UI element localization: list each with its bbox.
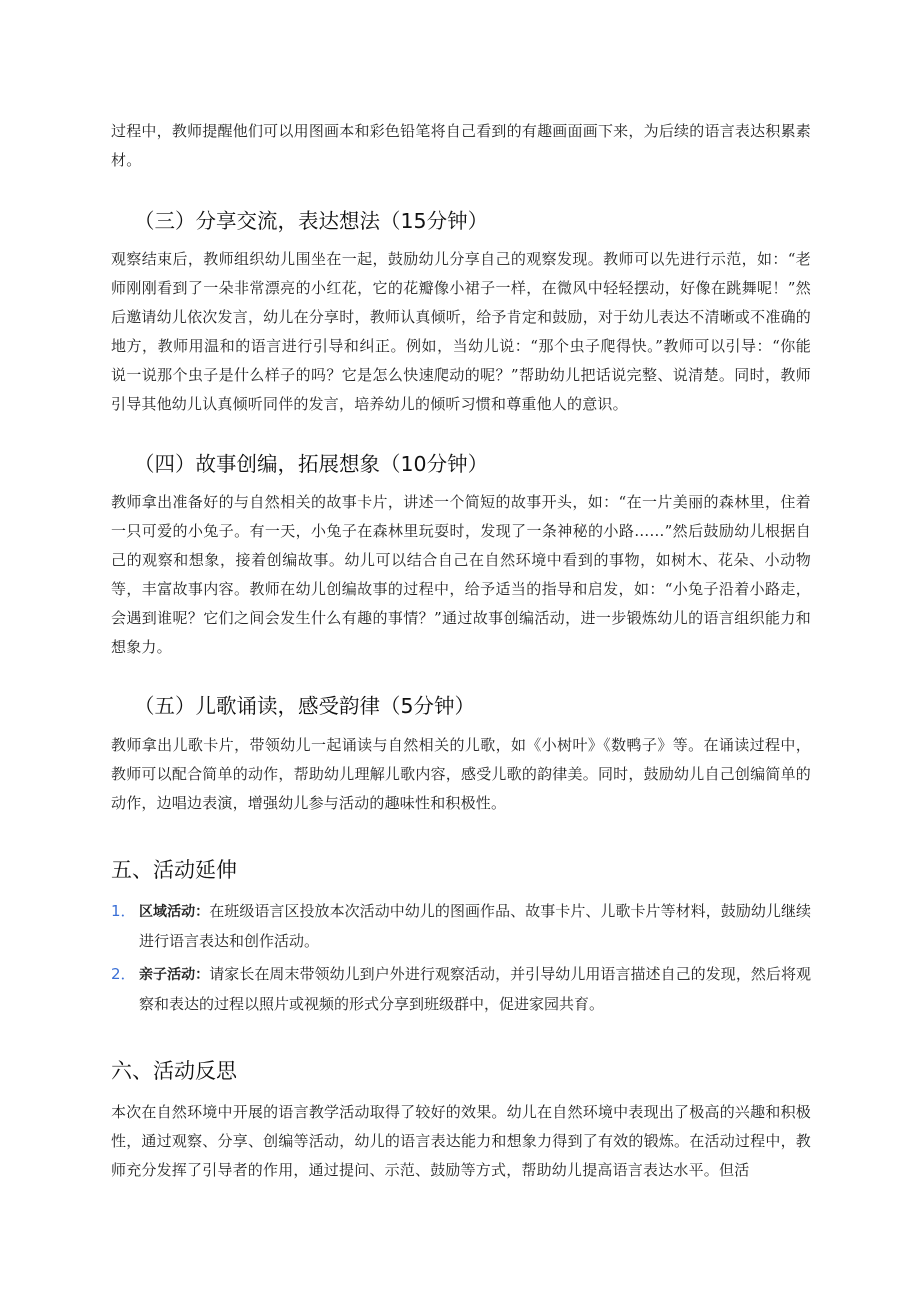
section-3-paragraph: 观察结束后，教师组织幼儿围坐在一起，鼓励幼儿分享自己的观察发现。教师可以先进行示范，如：“老师刚刚看到了一朵非常漂亮的小红花，它的花瓣像小裙子一样，在微风中轻轻摆动，好像在跳舞呢！”然后邀请幼儿依次发言，幼儿在分享时，教师认真倾听，给予肯定和鼓励，对于幼儿表达不清晰或不准确的地方，教师用温和的语言进行引导和纠正。例如，当幼儿说：“那个虫子爬得快。”教师可以引导：“你能说一说那个虫子是什么样子的吗？它是怎么快速爬动的呢？”帮助幼儿把话说完整、说清楚。同时，教师引导其他幼儿认真倾听同伴的发言，培养幼儿的倾听习惯和尊重他人的意识。 — [111, 250, 811, 413]
intro-paragraph: 过程中，教师提醒他们可以用图画本和彩色铅笔将自己看到的有趣画面画下来，为后续的语言表达积累素材。 — [111, 122, 811, 169]
list-item-regional — [111, 897, 811, 956]
list-item-parent-child — [111, 960, 811, 1019]
extension-heading: 五、活动延伸 — [111, 858, 237, 882]
list-number: 1． — [111, 902, 136, 920]
reflection-heading: 六、活动反思 — [111, 1059, 237, 1083]
section-5-heading: （五）儿歌诵读，感受韵律（5分钟） — [134, 694, 476, 718]
list-item-body — [139, 897, 811, 956]
list-number: 2． — [111, 965, 136, 983]
list-item-body — [139, 960, 811, 1019]
list-item-text: 请家长在周末带领幼儿到户外进行观察活动，并引导幼儿用语言描述自己的发现，然后将观察和表达的过程以照片或视频的形式分享到班级群中，促进家园共育。 — [139, 965, 811, 1013]
section-4-heading: （四）故事创编，拓展想象（10分钟） — [134, 452, 489, 476]
list-item-label: 区域活动： — [139, 904, 210, 920]
list-item-label: 亲子活动： — [139, 967, 210, 983]
reflection-paragraph: 本次在自然环境中开展的语言教学活动取得了较好的效果。幼儿在自然环境中表现出了极高的兴趣和积极性，通过观察、分享、创编等活动，幼儿的语言表达能力和想象力得到了有效的锻炼。在活动过程中，教师充分发挥了引导者的作用，通过提问、示范、鼓励等方式，帮助幼儿提高语言表达水平。但活 — [111, 1103, 811, 1179]
section-4-paragraph: 教师拿出准备好的与自然相关的故事卡片，讲述一个简短的故事开头，如：“在一片美丽的森林里，住着一只可爱的小兔子。有一天，小兔子在森林里玩耍时，发现了一条神秘的小路……”然后鼓励幼儿根据自己的观察和想象，接着创编故事。幼儿可以结合自己在自然环境中看到的事物，如树木、花朵、小动物等，丰富故事内容。教师在幼儿创编故事的过程中，给予适当的指导和启发，如：“小兔子沿着小路走，会遇到谁呢？它们之间会发生什么有趣的事情？”通过故事创编活动，进一步锻炼幼儿的语言组织能力和想象力。 — [111, 493, 811, 656]
section-3-heading: （三）分享交流，表达想法（15分钟） — [134, 209, 489, 233]
section-5-paragraph: 教师拿出儿歌卡片，带领幼儿一起诵读与自然相关的儿歌，如《小树叶》《数鸭子》等。在诵读过程中，教师可以配合简单的动作，帮助幼儿理解儿歌内容，感受儿歌的韵律美。同时，鼓励幼儿自己创编简单的动作，边唱边表演，增强幼儿参与活动的趣味性和积极性。 — [111, 736, 811, 812]
list-item-text: 在班级语言区投放本次活动中幼儿的图画作品、故事卡片、儿歌卡片等材料，鼓励幼儿继续进行语言表达和创作活动。 — [139, 902, 811, 950]
